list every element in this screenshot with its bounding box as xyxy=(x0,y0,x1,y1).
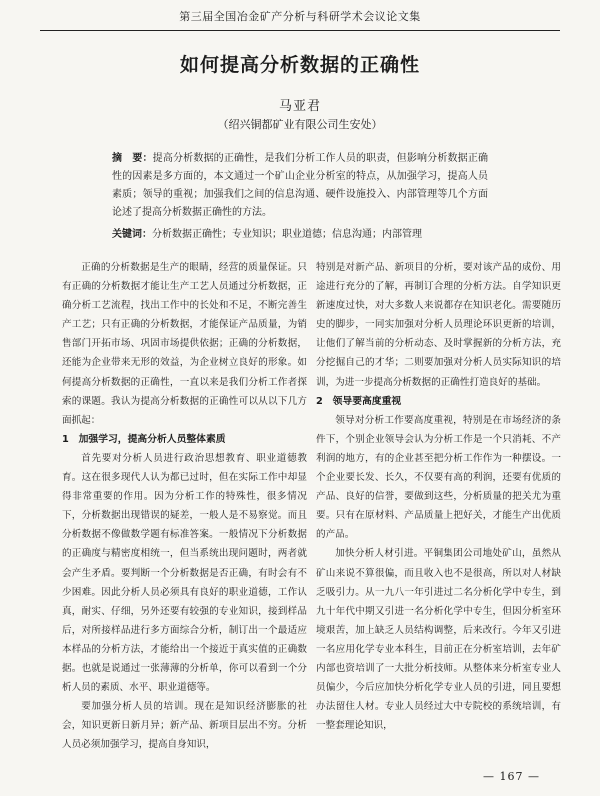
section-heading-1: 1 加强学习，提高分析人员整体素质 xyxy=(62,433,226,445)
body-paragraph: 领导对分析工作要高度重视，特别是在市场经济的条件下，个别企业领导会认为分析工作是一个只消耗、不产利润的地方，有的企业甚至把分析工作作为一种摆设。一个企业要长发、长久，不仅要有高的利润，还要有优质的产品、良好的信誉，要做到这些，分析质量的把关尤为重要。只有在原材料、产品质量上把好关，才能生产出优质的产品。 xyxy=(316,414,561,541)
body-paragraph: 加快分析人材引进。平铜集团公司地处矿山，虽然从矿山来说不算很偏，而且收入也不是很高，所以对人材缺乏吸引力。从一九八一年引进过二名分析化学中专生，到九十年代中期又引进一名分析化学中专生，但因分析室环境艰苦，加上缺乏人员结构调整，后来改行。今年又引进一名应用化学专业本科生，目前正在分析室培训，去年矿内部也资培训了一大批分析技师。从整体来分析室专业人员偏少，今后应加快分析化学专业人员的引进，同且要想办法留住人材。专业人员经过大中专院校的系统培训，有一整套理论知识， xyxy=(316,548,561,732)
abstract-label: 摘 要： xyxy=(112,153,153,164)
abstract xyxy=(112,150,488,222)
keywords-label: 关键词： xyxy=(112,229,152,240)
left-column xyxy=(62,258,307,754)
keywords xyxy=(112,226,488,244)
body-paragraph: 正确的分析数据是生产的眼睛，经营的质量保证。只有正确的分析数据才能让生产工艺人员通过分析数据，正确分析工艺流程，找出工作中的长处和不足，不断完善生产工艺；只有正确的分析数据，才能保证产品质量，为销售部门开拓市场、巩固市场提供依据；正确的分析数据，还能为企业带来无形的效益，为企业树立良好的形象。如何提高分析数据的正确性，一直以来是我们分析工作者探索的课题。我认为提高分析数据的正确性可以从以下几方面抓起： xyxy=(62,262,307,426)
author-name: 马亚君 xyxy=(278,99,321,114)
running-header xyxy=(40,6,560,31)
body-paragraph: 首先要对分析人员进行政治思想教育、职业道德教育。这在很多现代人认为都已过时，但在实际工作中却显得非常重要的作用。因为分析工作的特殊性，很多情况下，分析数据出现错误的疑差，一般人是不易察觉。而且分析数据不像做数学题有标准答案。一般情况下分析数据的正确度与精密度相统一，但当系统出现问题时，两者就会产生矛盾。要判断一个分析数据是否正确，有时会有不少困难。因此分析人员必须具有良好的职业道德，工作认真，耐实、仔细，另外还要有较强的专业知识，接到样品后，对所接样品进行多方面综合分析，制订出一个最适应本样品的分析方法，才能给出一个接近于真实值的正确数据。也就是说通过一张薄薄的分析单，你可以看到一个分析人员的素质、水平、职业道德等。 xyxy=(62,452,307,694)
body-paragraph: 特别是对新产品、新项目的分析，要对该产品的成份、用途进行充分的了解，再制订合理的分析方法。自学知识更新速度过快，对大多数人来说都存在知识老化。需要随历史的脚步，一同实加强对分析人员理论环识更新的培训，让他们了解当前的分析动态、及时掌握新的分析方法，充分挖掘自己的才华；二则要加强对分析人员实际知识的培训，为进一步提高分析数据的正确性打造良好的基础。 xyxy=(316,262,561,388)
author-affiliation: （绍兴铜都矿业有限公司生安处） xyxy=(217,118,383,131)
journal-name: 第三届全国冶金矿产分析与科研学术会议论文集 xyxy=(179,10,421,23)
body-paragraph: 要加强分析人员的培训。现在是知识经济膨胀的社会，知识更新日新月异；新产品、新项目层出不穷。分析人员必须加强学习，提高自身知识， xyxy=(62,701,307,751)
page-number: — 167 — xyxy=(483,770,540,783)
right-column xyxy=(316,258,561,735)
article-title: 如何提高分析数据的正确性 xyxy=(179,54,420,76)
abstract-text: 提高分析数据的正确性，是我们分析工作人员的职责，但影响分析数据正确性的因素是多方面的，本文通过一个矿山企业分析室的特点，从加强学习，提高人员素质；领导的重视；加强我们之间的信息沟通、硬件设施投入、内部管理等几个方面论述了提高分析数据正确性的方法。 xyxy=(112,153,489,218)
keywords-text: 分析数据正确性；专业知识；职业道德；信息沟通；内部管理 xyxy=(152,229,422,240)
section-heading-2: 2 领导要高度重视 xyxy=(316,395,402,407)
